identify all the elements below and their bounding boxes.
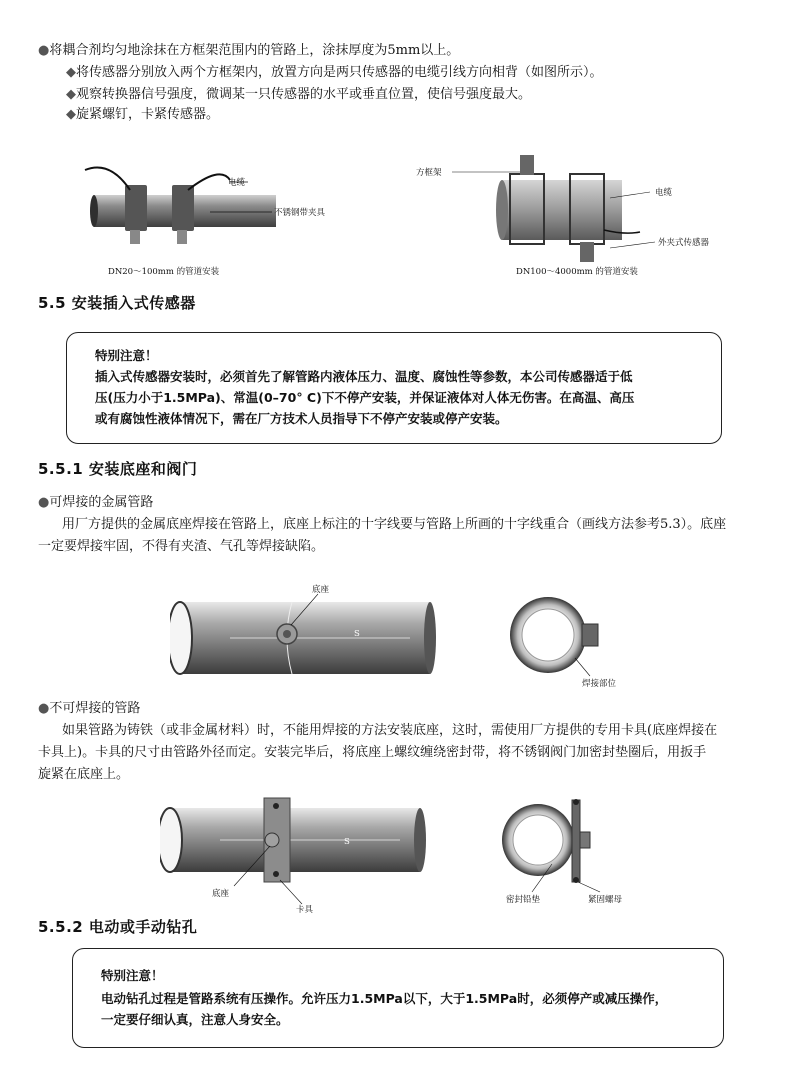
label-clamp-2: 卡具 (296, 905, 314, 914)
label-base: 底座 (312, 585, 330, 595)
nonweldable-heading: ●不可焊接的管路 (38, 701, 141, 716)
notice2-line-1: 电动钻孔过程是管路系统有压操作。允许压力1.5MPa以下，大于1.5MPa时，必须停产或减压操作， (101, 991, 668, 1006)
label-s: S (354, 629, 360, 639)
weldable-para-line-1: 用厂方提供的金属底座焊接在管路上，底座上标注的十字线要与管路上所画的十字线重合（画线方法参考5.3）。底座 (62, 517, 727, 532)
base-fitting (265, 833, 279, 847)
label-frame: 方框架 (416, 168, 442, 178)
label-weld-area: 焊接部位 (582, 679, 617, 689)
label-cable: 电缆 (228, 178, 246, 188)
bullet-diamond-icon: ◆ (66, 107, 76, 122)
label-base-2: 底座 (212, 889, 230, 899)
bullet-diamond-icon: ◆ (66, 65, 76, 80)
section-5-5-1-title: 5.5.1 安装底座和阀门 (38, 460, 198, 478)
bullet-dot-icon: ● (38, 43, 50, 58)
caption-small-pipe: DN20～100mm 的管道安装 (108, 267, 220, 277)
clamp-side (572, 800, 580, 882)
weldable-heading: ●可焊接的金属管路 (38, 495, 154, 510)
weldable-para-line-2: 一定要焊接牢固，不得有夹渣、气孔等焊接缺陷。 (38, 539, 325, 554)
bullet-dot-icon: ● (38, 495, 50, 510)
section-5-5-title: 5.5 安装插入式传感器 (38, 294, 196, 312)
welded-base-stub (582, 624, 598, 646)
label-clamp: 不锈钢带夹具 (274, 208, 326, 218)
notice-line-1: 插入式传感器安装时，必须首先了解管路内液体压力、温度、腐蚀性等参数，本公司传感器适于低 (95, 369, 633, 384)
step-2: ◆将传感器分别放入两个方框架内，放置方向是两只传感器的电缆引线方向相背（如图所示）。 (66, 65, 603, 80)
bullet-diamond-icon: ◆ (66, 87, 76, 102)
section-5-5-2-title: 5.5.2 电动或手动钻孔 (38, 918, 198, 936)
small-pipe-install-figure (80, 150, 380, 280)
step-1: ●将耦合剂均匀地涂抹在方框架范围内的管路上，涂抹厚度为5mm以上。 (38, 43, 460, 58)
notice2-line-2: 一定要仔细认真，注意人身安全。 (101, 1012, 289, 1027)
label-gasket: 密封铅垫 (506, 895, 541, 905)
notice-line-2: 压(压力小于1.5MPa)、常温(0–70° C)下不停产安装，并保证液体对人体无伤害。在高温、高压 (95, 390, 635, 405)
bullet-dot-icon: ● (38, 701, 50, 716)
nonweldable-para-line-3: 旋紧在底座上。 (38, 767, 130, 782)
label-s: S (344, 837, 350, 847)
notice-box-insertion (66, 332, 722, 444)
notice-box-drilling (72, 948, 724, 1048)
nonweldable-para-line-2: 卡具上)。卡具的尺寸由管路外径而定。安装完毕后，将底座上螺纹缠绕密封带，将不锈钢阀门加密封垫圈后，用扳手 (38, 745, 707, 760)
step-4: ◆旋紧螺钉，卡紧传感器。 (66, 107, 220, 122)
label-nut: 紧固螺母 (588, 895, 623, 905)
cable-right (188, 174, 230, 190)
welded-base-figure (170, 580, 670, 690)
notice-title: 特别注意！ (95, 348, 158, 363)
label-cable-large: 电缆 (655, 188, 673, 198)
nonweldable-para-line-1: 如果管路为铸铁（或非金属材料）时，不能用焊接的方法安装底座，这时，需使用厂方提供的专用卡具(底座焊接在 (62, 723, 718, 738)
clamp-base-figure (160, 794, 640, 914)
cable-left (85, 168, 130, 191)
large-pipe-install-figure (410, 150, 740, 280)
step-3: ◆观察转换器信号强度，微调某一只传感器的水平或垂直位置，使信号强度最大。 (66, 87, 532, 102)
label-outer-sensor: 外夹式传感器 (658, 238, 710, 248)
notice-title-2: 特别注意！ (101, 968, 164, 983)
caption-large-pipe: DN100～4000mm 的管道安装 (516, 267, 638, 277)
notice-line-3: 或有腐蚀性液体情况下，需在厂方技术人员指导下不停产安装或停产安装。 (95, 411, 508, 426)
